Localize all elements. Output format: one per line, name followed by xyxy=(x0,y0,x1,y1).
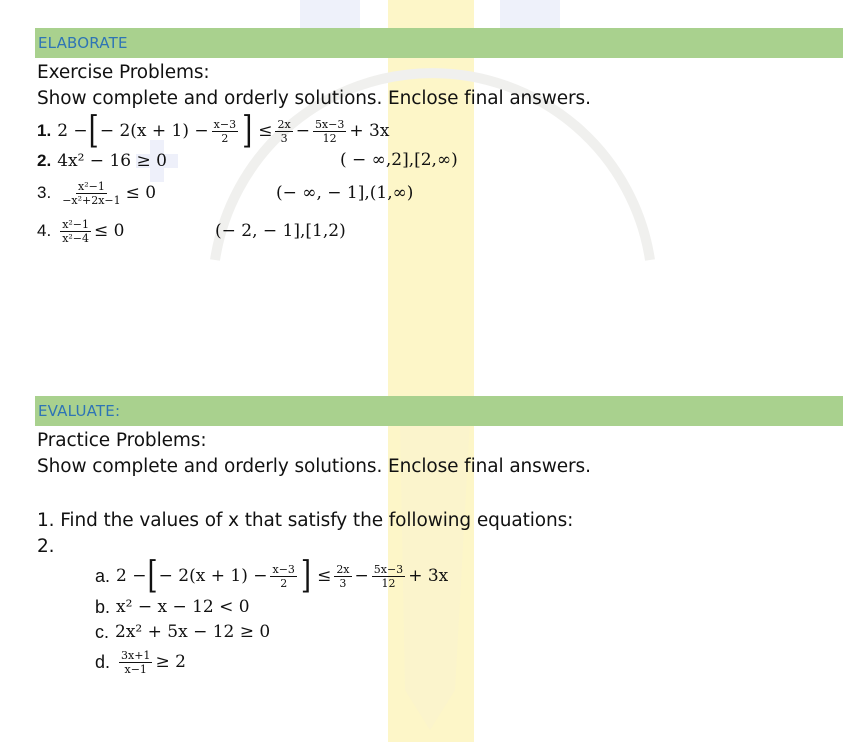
item-expression: 2x² + 5x − 12 ≥ 0 xyxy=(115,622,271,642)
denominator: 2 xyxy=(280,576,288,590)
problem-number: 3. xyxy=(37,183,52,202)
evaluate-section-header xyxy=(35,396,843,426)
exercise-problem-3 xyxy=(37,176,156,210)
exercise-heading: Exercise Problems: xyxy=(37,62,210,83)
problem-expression xyxy=(57,109,390,153)
left-bracket: [ xyxy=(88,109,99,153)
item-expression: x² − x − 12 < 0 xyxy=(116,597,250,617)
elaborate-label: ELABORATE xyxy=(38,34,128,52)
relation: ≤ xyxy=(317,566,332,586)
expr-lead: 2 − xyxy=(57,121,88,141)
practice-heading: Practice Problems: xyxy=(37,430,207,451)
problem-number: 1. xyxy=(37,121,52,140)
fraction xyxy=(275,118,292,145)
practice-item-d xyxy=(95,645,186,679)
numerator: 5x−3 xyxy=(373,562,404,576)
numerator: 2x xyxy=(277,117,291,131)
denominator: x−1 xyxy=(124,662,147,676)
problem-number: 4. xyxy=(37,221,52,240)
problem-expression: 4x² − 16 ≥ 0 xyxy=(57,151,167,171)
problem-number: 2. xyxy=(37,151,52,170)
exercise-instruction: Show complete and orderly solutions. Enclose final answers. xyxy=(37,88,591,109)
evaluate-label: EVALUATE: xyxy=(38,402,121,420)
relation: ≤ xyxy=(258,121,273,141)
fraction xyxy=(270,563,296,590)
fraction xyxy=(313,118,346,145)
item-label: b. xyxy=(95,596,111,617)
denominator: 3 xyxy=(339,576,347,590)
fraction xyxy=(60,180,122,207)
item-label: a. xyxy=(95,565,111,586)
right-bracket: ] xyxy=(242,109,253,153)
problem-2-answer: ( − ∞,2],[2,∞) xyxy=(340,150,458,170)
practice-item-a xyxy=(95,554,449,598)
fraction xyxy=(212,118,238,145)
problem-3-answer: (− ∞, − 1],(1,∞) xyxy=(276,183,414,203)
numerator: 3x+1 xyxy=(121,648,151,662)
numerator: x²−1 xyxy=(62,217,90,231)
task-2: 2. xyxy=(37,536,55,557)
elaborate-section-header xyxy=(35,28,843,58)
expr-tail: + 3x xyxy=(408,566,449,586)
numerator: 5x−3 xyxy=(314,117,345,131)
expr-inner: − 2(x + 1) − xyxy=(99,121,209,141)
denominator: 2 xyxy=(221,131,229,145)
exercise-problem-2 xyxy=(37,150,167,172)
relation: ≥ 2 xyxy=(155,652,186,672)
item-label: c. xyxy=(95,621,110,642)
fraction xyxy=(372,563,405,590)
denominator: 12 xyxy=(381,576,396,590)
practice-item-b xyxy=(95,596,250,618)
denominator: x²−4 xyxy=(62,231,90,245)
right-bracket: ] xyxy=(300,554,312,598)
exercise-problem-1 xyxy=(37,109,390,153)
problem-expression xyxy=(57,180,156,207)
task-1: 1. Find the values of x that satisfy the following equations: xyxy=(37,510,574,531)
expr-inner: − 2(x + 1) − xyxy=(158,566,268,586)
item-expression xyxy=(116,554,449,598)
problem-4-answer: (− 2, − 1],[1,2) xyxy=(215,221,346,241)
denominator: −x²+2x−1 xyxy=(62,193,121,207)
minus-sign: − xyxy=(295,121,310,141)
expr-tail: + 3x xyxy=(349,121,390,141)
relation: ≤ 0 xyxy=(94,221,125,241)
numerator: x²−1 xyxy=(78,179,105,193)
left-bracket: [ xyxy=(147,554,158,598)
practice-item-c xyxy=(95,621,270,643)
numerator: 2x xyxy=(336,562,350,576)
relation: ≤ 0 xyxy=(125,183,157,203)
item-expression xyxy=(116,649,186,676)
numerator: x−3 xyxy=(272,562,295,576)
minus-sign: − xyxy=(354,566,369,586)
item-label: d. xyxy=(95,651,111,672)
denominator: 3 xyxy=(280,131,288,145)
practice-instruction: Show complete and orderly solutions. Enclose final answers. xyxy=(37,456,591,477)
numerator: x−3 xyxy=(213,117,237,131)
fraction xyxy=(334,563,351,590)
fraction xyxy=(60,218,91,245)
expr-lead: 2 − xyxy=(116,566,147,586)
exercise-problem-4 xyxy=(37,213,125,249)
problem-expression xyxy=(57,218,124,245)
fraction xyxy=(119,649,152,676)
denominator: 12 xyxy=(322,131,337,145)
